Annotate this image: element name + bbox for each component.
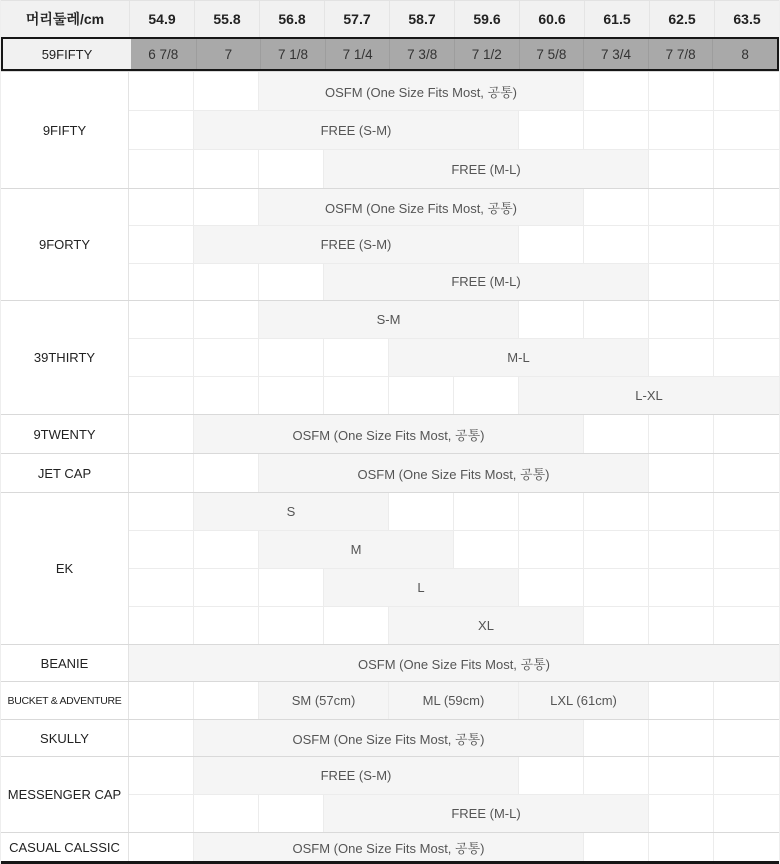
size-span-free-ml: FREE (M-L): [324, 264, 649, 300]
fifty-size-cell: 7 7/8: [648, 39, 713, 69]
size-span-xl: XL: [389, 607, 584, 644]
size-row: [129, 757, 779, 794]
size-span-ml: ML (59cm): [389, 682, 519, 719]
section-9forty: [1, 188, 779, 300]
model-label-bucket-adventure: BUCKET & ADVENTURE: [1, 682, 129, 719]
size-row: [129, 301, 779, 338]
section-casual-calssic: [1, 832, 779, 861]
size-span-osfm: OSFM (One Size Fits Most, 공통): [194, 415, 584, 453]
model-label-9twenty: 9TWENTY: [1, 415, 129, 453]
size-span-lxl: LXL (61cm): [519, 682, 649, 719]
size-span-m: M: [259, 531, 454, 568]
fifty-size-cell: 7 5/8: [519, 39, 584, 69]
fifty-size-cell: 7: [196, 39, 261, 69]
fifty-size-cell: 7 1/8: [260, 39, 325, 69]
header-size-col: 62.5: [649, 1, 714, 37]
model-label-39thirty: 39THIRTY: [1, 301, 129, 414]
header-size-col: 58.7: [389, 1, 454, 37]
size-span-free-sm: FREE (S-M): [194, 757, 519, 794]
section-beanie: [1, 644, 779, 681]
size-row: [129, 189, 779, 225]
section-skully: [1, 719, 779, 756]
size-span-osfm: OSFM (One Size Fits Most, 공통): [259, 189, 584, 225]
header-size-col: 61.5: [584, 1, 649, 37]
header-size-col: 56.8: [259, 1, 324, 37]
model-label-messenger-cap: MESSENGER CAP: [1, 757, 129, 832]
size-row: [129, 338, 779, 376]
model-label-beanie: BEANIE: [1, 645, 129, 681]
size-row: [129, 225, 779, 262]
size-span-s-m: S-M: [259, 301, 519, 338]
header-size-col: 54.9: [129, 1, 194, 37]
fifty-size-cell: 7 3/8: [389, 39, 454, 69]
size-row: [129, 720, 779, 756]
model-label-jet-cap: JET CAP: [1, 454, 129, 492]
model-label-ek: EK: [1, 493, 129, 644]
size-span-osfm: OSFM (One Size Fits Most, 공통): [259, 72, 584, 110]
header-size-col: 55.8: [194, 1, 259, 37]
row-59fifty: [1, 37, 779, 71]
size-span-s: S: [194, 493, 389, 530]
size-row: [129, 376, 779, 414]
size-span-osfm: OSFM (One Size Fits Most, 공통): [194, 720, 584, 756]
section-9twenty: [1, 414, 779, 453]
section-messenger-cap: [1, 756, 779, 832]
header-size-col: 63.5: [714, 1, 779, 37]
size-span-sm: SM (57cm): [259, 682, 389, 719]
fifty-size-cell: 7 1/4: [325, 39, 390, 69]
size-span-free-sm: FREE (S-M): [194, 111, 519, 149]
section-bucket-adventure: [1, 681, 779, 719]
section-ek: [1, 492, 779, 644]
size-row: [129, 72, 779, 110]
size-span-osfm: OSFM (One Size Fits Most, 공통): [259, 454, 649, 492]
size-row: [129, 606, 779, 644]
fifty-size-cell: 6 7/8: [131, 39, 196, 69]
size-span-osfm: OSFM (One Size Fits Most, 공통): [194, 833, 584, 861]
section-9fifty: [1, 71, 779, 188]
fifty-size-cell: 8: [712, 39, 777, 69]
size-span-free-ml: FREE (M-L): [324, 150, 649, 188]
size-row: [129, 454, 779, 492]
header-size-col: 59.6: [454, 1, 519, 37]
size-span-free-ml: FREE (M-L): [324, 795, 649, 832]
header-row: [1, 0, 779, 37]
size-row: [129, 568, 779, 606]
size-row: [129, 263, 779, 300]
size-span-m-l: M-L: [389, 339, 649, 376]
fifty-size-cell: 7 1/2: [454, 39, 519, 69]
size-span-l-xl: L-XL: [519, 377, 779, 414]
size-span-l: L: [324, 569, 519, 606]
header-circumference-label: 머리둘레/cm: [25, 11, 105, 27]
size-row: [129, 833, 779, 861]
size-row: [129, 415, 779, 453]
model-label-9fifty: 9FIFTY: [1, 72, 129, 188]
size-row: [129, 645, 779, 681]
header-size-col: 60.6: [519, 1, 584, 37]
size-row: [129, 493, 779, 530]
model-label-9forty: 9FORTY: [1, 189, 129, 300]
section-jet-cap: [1, 453, 779, 492]
size-row: [129, 530, 779, 568]
model-label-skully: SKULLY: [1, 720, 129, 756]
model-label-59fifty: 59FIFTY: [3, 39, 131, 69]
size-row: [129, 682, 779, 719]
size-span-free-sm: FREE (S-M): [194, 226, 519, 262]
size-row: [129, 149, 779, 188]
size-row: [129, 794, 779, 832]
model-label-casual-calssic: CASUAL CALSSIC: [1, 833, 129, 861]
fifty-size-cell: 7 3/4: [583, 39, 648, 69]
size-span-osfm: OSFM (One Size Fits Most, 공통): [129, 645, 779, 681]
size-row: [129, 110, 779, 149]
section-39thirty: [1, 300, 779, 414]
header-size-col: 57.7: [324, 1, 389, 37]
